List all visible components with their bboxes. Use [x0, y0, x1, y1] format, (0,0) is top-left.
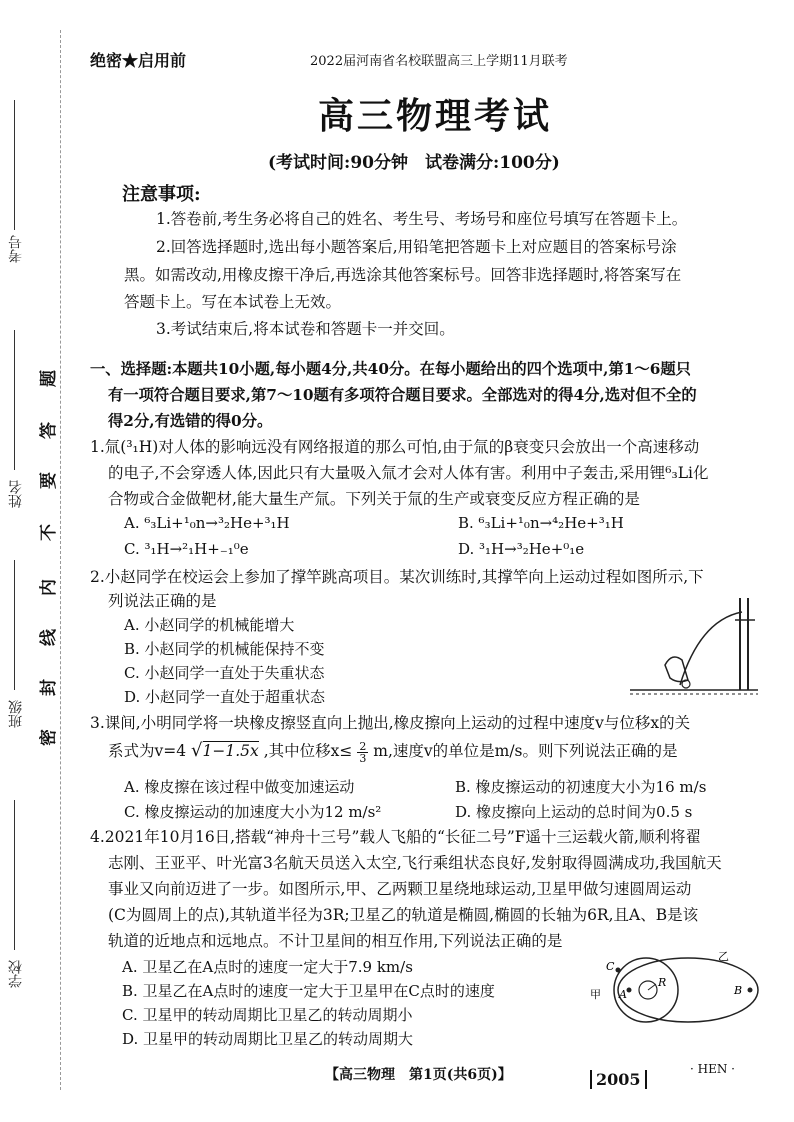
notice-item: 3.考试结束后,将本试卷和答题卡一并交回。 — [156, 320, 455, 338]
school-underline — [14, 800, 15, 950]
seal-char: 不 — [39, 524, 59, 541]
class-underline — [14, 560, 15, 690]
option-a: A. 小赵同学的机械能增大 — [124, 616, 295, 634]
option-b: B. ⁶₃Li+¹₀n→⁴₂He+³₁H — [458, 514, 624, 532]
question-text: 2.小赵同学在校运会上参加了撑竿跳高项目。某次训练时,其撑竿向上运动过程如图所示,下 — [90, 568, 704, 586]
label-yi: 乙 — [718, 950, 729, 963]
exam-name: 2022届河南省名校联盟高三上学期11月联考 — [310, 54, 568, 69]
label-jia: 甲 — [590, 988, 601, 1001]
option-d: D. 小赵同学一直处于超重状态 — [124, 688, 326, 706]
label-r: R — [658, 976, 667, 989]
name-underline — [14, 330, 15, 470]
seal-char: 要 — [39, 472, 59, 489]
option-c: C. 橡皮擦运动的加速度大小为12 m/s² — [124, 803, 382, 821]
option-d: D. ³₁H→³₂He+⁰₁e — [458, 540, 585, 558]
page-title: 高三物理考试 — [318, 95, 553, 137]
option-c: C. 卫星甲的转动周期比卫星乙的转动周期小 — [122, 1006, 413, 1024]
formula-text: 系式为v=4 — [108, 742, 187, 760]
seal-char: 答 — [39, 422, 59, 439]
question-text: (C为圆周上的点),其轨道半径为3R;卫星乙的轨道是椭圆,椭圆的长轴为6R,且A、B是该 — [108, 906, 699, 924]
question-text: 列说法正确的是 — [108, 592, 217, 610]
school-label: 学校 — [8, 960, 24, 988]
option-d: D. 卫星甲的转动周期比卫星乙的转动周期大 — [122, 1030, 414, 1048]
label-a: A — [619, 988, 627, 1001]
question-text: 1.氚(³₁H)对人体的影响远没有网络报道的那么可怕,由于氚的β衰变只会放出一个高速移动 — [90, 438, 700, 456]
exam-no-label: 考号 — [8, 235, 24, 263]
option-d: D. 橡皮擦向上运动的总时间为0.5 s — [455, 803, 693, 821]
question-text: 志刚、王亚平、叶光富3名航天员送入太空,飞行乘组状态良好,发射取得圆满成功,我国航天 — [108, 854, 722, 872]
fraction-denominator: 3 — [359, 751, 367, 765]
question-text: 轨道的近地点和远地点。不计卫星间的相互作用,下列说法正确的是 — [108, 932, 563, 950]
confidential-label: 绝密★启用前 — [90, 51, 187, 70]
class-label: 班级 — [8, 700, 24, 728]
formula-text: m,速度v的单位是m/s。则下列说法正确的是 — [373, 742, 678, 760]
formula-text: ,其中位移x≤ — [263, 742, 353, 760]
orbit-diagram — [588, 948, 763, 1030]
option-c: C. 小赵同学一直处于失重状态 — [124, 664, 325, 682]
section-instructions: 得2分,有选错的得0分。 — [108, 412, 273, 430]
question-text: 的电子,不会穿透人体,因此只有大量吸入氚才会对人体有害。利用中子轰击,采用锂⁶₃Li化 — [108, 464, 709, 482]
option-b: B. 卫星乙在A点时的速度一定大于卫星甲在C点时的速度 — [122, 982, 495, 1000]
seal-line — [60, 30, 61, 1090]
page-info: 【高三物理 第1页(共6页)】 — [325, 1067, 512, 1083]
option-c: C. ³₁H→²₁H+₋₁⁰e — [124, 540, 249, 558]
seal-char: 封 — [39, 679, 59, 696]
paper-code: 2005 — [590, 1070, 647, 1089]
fraction-numerator: 2 — [359, 739, 367, 753]
question-text: 3.课间,小明同学将一块橡皮擦竖直向上抛出,橡皮擦向上运动的过程中速度v与位移x的关 — [90, 714, 691, 732]
option-a: A. ⁶₃Li+¹₀n→³₂He+³₁H — [124, 514, 290, 532]
seal-char: 题 — [39, 370, 59, 387]
option-a: A. 卫星乙在A点时的速度一定大于7.9 km/s — [122, 958, 413, 976]
section-instructions: 一、选择题:本题共10小题,每小题4分,共40分。在每小题给出的四个选项中,第1～6题只 — [90, 360, 691, 378]
question-text: 合物或合金做靶材,能大量生产氚。下列关于氚的生产或衰变反应方程正确的是 — [108, 490, 640, 508]
label-c: C — [606, 960, 615, 973]
notice-item: 2.回答选择题时,选出每小题答案后,用铅笔把答题卡上对应题目的答案标号涂 — [156, 238, 677, 256]
option-b: B. 小赵同学的机械能保持不变 — [124, 640, 325, 658]
label-b: B — [734, 984, 743, 997]
seal-char: 密 — [39, 729, 59, 746]
notice-item: 答题卡上。写在本试卷上无效。 — [124, 293, 342, 311]
footer-mark: · HEN · — [690, 1062, 735, 1076]
option-a: A. 橡皮擦在该过程中做变加速运动 — [124, 778, 355, 796]
seal-char: 内 — [39, 579, 59, 596]
seal-char: 线 — [39, 629, 59, 646]
question-formula-line — [108, 740, 678, 764]
sqrt-radicand: 1−1.5x — [202, 742, 259, 760]
sqrt-symbol: √ — [191, 740, 203, 761]
pole-vault-figure — [630, 590, 760, 705]
exam-no-underline — [14, 100, 15, 230]
exam-subtitle: (考试时间:90分钟 试卷满分:100分) — [268, 153, 560, 173]
name-label: 姓名 — [8, 480, 24, 508]
fraction — [357, 741, 368, 764]
notice-item: 黑。如需改动,用橡皮擦干净后,再选涂其他答案标号。回答非选择题时,将答案写在 — [124, 266, 682, 284]
section-instructions: 有一项符合题目要求,第7～10题有多项符合题目要求。全部选对的得4分,选对但不全的 — [108, 386, 697, 404]
question-text: 事业又向前迈进了一步。如图所示,甲、乙两颗卫星绕地球运动,卫星甲做匀速圆周运动 — [108, 880, 692, 898]
option-b: B. 橡皮擦运动的初速度大小为16 m/s — [455, 778, 707, 796]
notice-heading: 注意事项: — [122, 184, 201, 205]
question-text: 4.2021年10月16日,搭载“神舟十三号”载人飞船的“长征二号”F遥十三运载火箭,顺利将翟 — [90, 828, 701, 846]
notice-item: 1.答卷前,考生务必将自己的姓名、考生号、考场号和座位号填写在答题卡上。 — [156, 210, 688, 228]
